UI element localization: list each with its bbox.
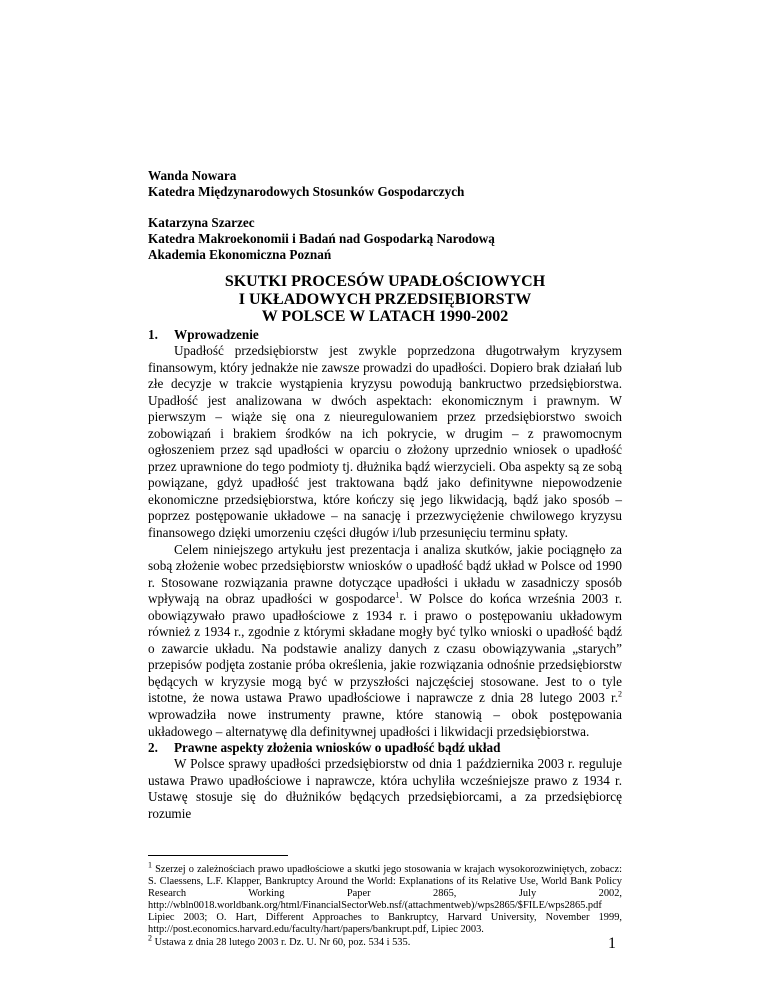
section-title: Wprowadzenie [174,327,259,342]
footnote-ref: 2 [618,690,622,700]
footnotes [148,860,622,949]
title-line: I UKŁADOWYCH PRZEDSIĘBIORSTW [238,290,532,308]
section-number: 1. [148,327,158,342]
author-institution: Akademia Ekonomiczna Poznań [148,247,332,262]
footnote-1: $^1$ Szerzej o zależnościach prawo upadłościowe a skutki jego stosowania w krajach wysokorozwiniętych, zobacz: S. Claessens, L.F. Klapper, Bankruptcy Around the World: Explanations of its Relative Use, World Bank Policy Research Working Paper 2865, July 2002, http://wbln0018.worldbank.org/html/FinancialSectorWeb.nsf/(attachmentweb)/wps2865/$FILE/wps2865.pdf Lipiec 2003; O. Hart, Different Approaches to Bankruptcy, Harvard University, November 1999, http://post.economics.harvard.edu/faculty/hart/papers/bankrupt.pdf, Lipiec 2003. [148,860,622,936]
section-2-heading [148,740,622,756]
footnote-2: $^2$ Ustawa z dnia 28 lutego 2003 r. Dz. U. Nr 60, poz. 534 i 535. [148,933,411,948]
section-1-body [148,343,622,740]
page-number: 1 [608,935,616,952]
footnote-separator [148,855,288,856]
author-affiliation: Katedra Makroekonomii i Badań nad Gospodarką Narodową [148,231,495,246]
author-block-2 [148,215,622,263]
section-2-body [148,756,622,822]
section-number: 2. [148,740,158,755]
author-name: Wanda Nowara [148,168,237,183]
title-line: SKUTKI PROCESÓW UPADŁOŚCIOWYCH [224,273,546,290]
paragraph: Upadłość przedsiębiorstw jest zwykle poprzedzona długotrwałym kryzysem finansowym, który jednakże nie zawsze prowadzi do upadłości. Dopiero brak działań lub złe decyzje w trakcie wystąpienia kryzysu powodują bankructwo przedsiębiorstwa. Upadłość jest analizowana w dwóch aspektach: ekonomicznym i prawnym. W pierwszym – wiąże się ona z nieuregulowaniem przez przedsiębiorstwo swoich zobowiązań i brakiem środków na ich pokrycie, w drugim – z prawomocnym ogłoszeniem przez sąd upadłości w oparciu o złożony uprzednio wniosek o upadłość przez uprawnione do tego podmioty tj. dłużnika bądź wierzycieli. Oba aspekty są ze sobą powiązane, gdyż upadłość jest traktowana bądź jako definitywne niepowodzenie ekonomiczne przedsiębiorstwa, które kończy się jego likwidacją, bądź jako sposób – poprzez postępowanie układowe – na sanację i przezwyciężenie chwilowego kryzysu finansowego dzięki umorzeniu części długów i/lub przesunięciu terminu spłaty. [148,343,622,541]
section-title: Prawne aspekty złożenia wniosków o upadłość bądź układ [174,740,501,755]
paragraph: Celem niniejszego artykułu jest prezentacja i analiza skutków, jakie pociągnęło za sobą złożenie wobec przedsiębiorstw wniosków o upadłość bądź układ w Polsce od 1990 r. Stosowane rozwiązania prawne dotyczące upadłości i układu w zasadniczy sposób wpływają na obraz upadłości w gospodarce$^1$. W Polsce do końca września 2003 r. obowiązywało prawo upadłościowe z 1934 r. i prawo o postępowaniu układowym również z 1934 r., zgodnie z którymi składane mogły być tylko wnioski o upadłość bądź o zawarcie układu. Na podstawie analizy danych z czasu obowiązywania „starych” przepisów podjęta zostanie próba określenia, jakie rozwiązania odnośnie przedsiębiorstw będących w kryzysie mogą być w przyszłości najczęściej stosowane. Jest to o tyle istotne, że nowa ustawa Prawo upadłościowe i naprawcze z dnia 28 lutego 2003 r.$^2$ wprowadziła nowe instrumenty prawne, które stanowią – obok postępowania układowego – alternatywę dla definitywnej upadłości i likwidacji przedsiębiorstwa. [148,541,623,739]
section-1-heading [148,327,622,343]
author-affiliation: Katedra Międzynarodowych Stosunków Gospodarczych [148,184,465,199]
author-block-1 [148,168,622,200]
paragraph: W Polsce sprawy upadłości przedsiębiorstw od dnia 1 października 2003 r. reguluje ustawa Prawo upadłościowe i naprawcze, która uchyliła wcześniejsze prawo z 1934 r. Ustawę stosuje się do dłużników będących przedsiębiorcami, a za przedsiębiorcę rozumie [148,756,622,821]
paper-title [148,273,622,326]
author-name: Katarzyna Szarzec [148,215,255,230]
footnote-ref: 1 [395,590,400,600]
title-line: W POLSCE W LATACH 1990-2002 [261,308,509,325]
